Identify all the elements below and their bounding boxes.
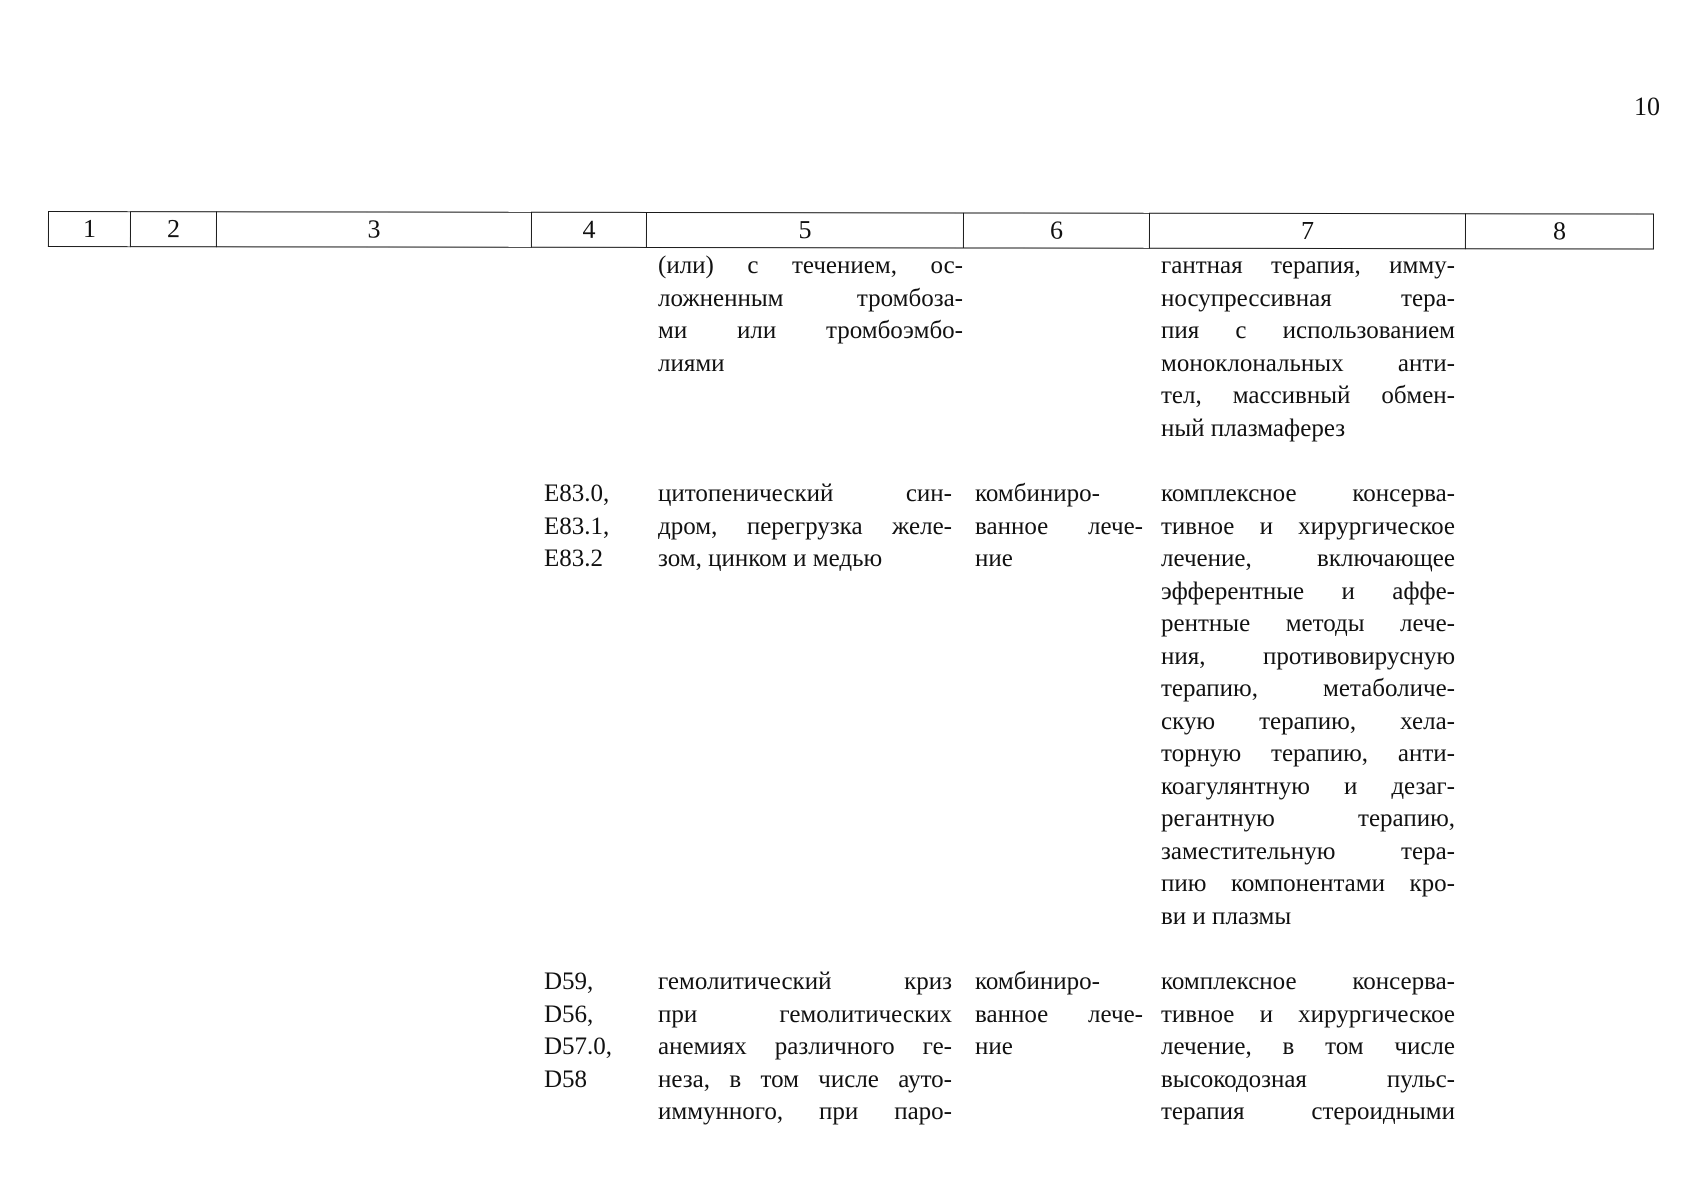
header-row	[48, 212, 1653, 250]
text-line: высокодозная пульс-	[1161, 1065, 1455, 1093]
text-line: иммунного, при паро-	[658, 1098, 952, 1125]
text-line: лиями	[658, 349, 725, 377]
diagnosis-code: D56,	[544, 1000, 594, 1028]
text-line: ложненным тромбоза-	[658, 284, 963, 312]
header-col-4: 4	[531, 212, 646, 247]
diagnosis-code: E83.2	[544, 545, 604, 572]
text-line: лечение, в том числе	[1161, 1033, 1455, 1060]
text-line: рентные методы лече-	[1161, 610, 1455, 637]
text-line: гемолитический криз	[658, 968, 952, 995]
diagnosis-code: E83.0,	[544, 480, 610, 507]
text-line: комбиниро-	[975, 968, 1100, 995]
diagnosis-code: D57.0,	[544, 1033, 613, 1060]
text-line: терапия стероидными	[1161, 1098, 1455, 1125]
text-line: лечение, включающее	[1161, 545, 1455, 572]
text-line: тел, массивный обмен-	[1161, 382, 1455, 409]
text-line: пию компонентами кро-	[1161, 870, 1455, 897]
header-col-2: 2	[130, 212, 216, 247]
header-col-3: 3	[216, 212, 531, 247]
text-line: цитопенический син-	[658, 480, 952, 507]
text-line: ние	[975, 1033, 1013, 1060]
header-col-8: 8	[1465, 214, 1653, 249]
header-col-6: 6	[963, 213, 1149, 248]
text-line: ния, противовирусную	[1161, 642, 1455, 670]
diagnosis-code: D58	[544, 1065, 588, 1093]
text-line: ви и плазмы	[1161, 902, 1292, 930]
table-header	[48, 211, 1654, 250]
text-line: ние	[975, 545, 1013, 572]
text-line: комплексное консерва-	[1161, 968, 1455, 995]
row2-condition	[658, 478, 952, 576]
text-line: (или) с течением, ос-	[658, 252, 963, 279]
row3-method	[1161, 966, 1455, 1129]
row2-codes	[544, 478, 609, 576]
row1-method	[1161, 250, 1455, 445]
text-line: дром, перегрузка желе-	[658, 512, 952, 540]
header-col-7: 7	[1149, 213, 1465, 248]
text-line: ный плазмаферез	[1161, 414, 1346, 442]
text-line: ми или тромбоэмбо-	[658, 317, 963, 344]
text-line: неза, в том числе ауто-	[658, 1065, 952, 1093]
text-line: скую терапию, хела-	[1161, 707, 1455, 735]
text-line: комплексное консерва-	[1161, 480, 1455, 507]
diagnosis-code: D59,	[544, 968, 594, 995]
row2-treatment-type	[975, 478, 1143, 576]
row3-condition	[658, 966, 952, 1129]
text-line: ванное лече-	[975, 512, 1143, 540]
text-line: при гемолитических	[658, 1000, 952, 1028]
row2-method	[1161, 478, 1455, 933]
text-line: носупрессивная тера-	[1161, 284, 1455, 312]
text-line: торную терапию, анти-	[1161, 740, 1455, 767]
header-col-5: 5	[646, 212, 963, 247]
row3-treatment-type	[975, 966, 1143, 1064]
text-line: зом, цинком и медью	[658, 545, 883, 572]
text-line: регантную терапию,	[1161, 805, 1455, 832]
text-line: тивное и хирургическое	[1161, 512, 1455, 540]
text-line: анемиях различного ге-	[658, 1033, 952, 1060]
text-line: эфферентные и аффе-	[1161, 577, 1455, 605]
text-line: моноклональных анти-	[1161, 349, 1455, 377]
text-line: терапию, метаболиче-	[1161, 675, 1455, 702]
text-line: ванное лече-	[975, 1000, 1143, 1028]
diagnosis-code: E83.1,	[544, 512, 610, 540]
text-line: тивное и хирургическое	[1161, 1000, 1455, 1028]
text-line: коагулянтную и дезаг-	[1161, 772, 1455, 800]
header-col-1: 1	[48, 212, 130, 247]
row3-codes	[544, 966, 612, 1096]
page-number: 10	[1634, 92, 1660, 121]
text-line: пия с использованием	[1161, 317, 1455, 344]
row1-condition	[658, 250, 963, 380]
text-line: комбиниро-	[975, 480, 1100, 507]
text-line: гантная терапия, имму-	[1161, 252, 1455, 279]
text-line: заместительную тера-	[1161, 837, 1455, 865]
